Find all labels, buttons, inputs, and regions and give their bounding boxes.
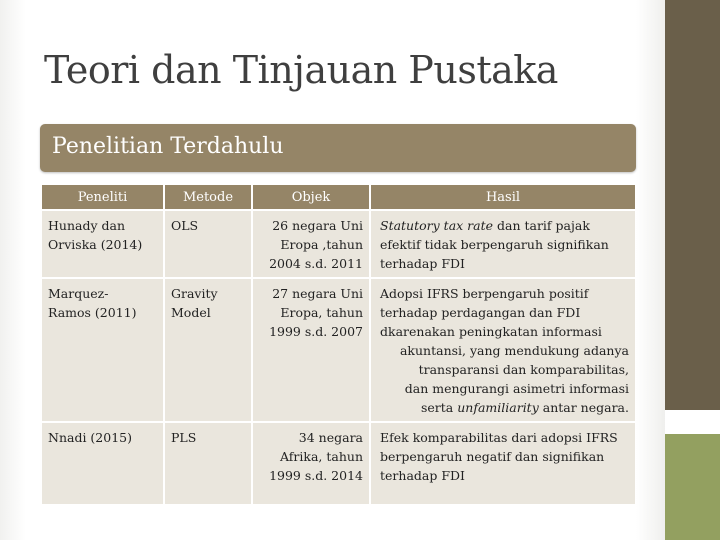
cell-peneliti [42, 278, 164, 422]
cell-metode [164, 210, 252, 278]
cell-text: efektif tidak berpengaruh signifikan [380, 237, 609, 252]
cell-text: antar negara. [538, 400, 629, 415]
cell-text: dan mengurangi asimetri informasi [404, 381, 629, 396]
cell-text: 26 negara Uni [272, 218, 363, 233]
section-banner-label: Penelitian Terdahulu [52, 134, 284, 159]
cell-text: Ramos (2011) [48, 305, 137, 320]
cell-text: OLS [171, 218, 199, 233]
cell-text: PLS [171, 430, 197, 445]
hasil-line [380, 398, 629, 417]
header-peneliti: Peneliti [42, 185, 164, 210]
cell-text: Orviska (2014) [48, 237, 143, 252]
cell-text: dan tarif pajak [493, 218, 590, 233]
cell-text: 1999 s.d. 2014 [269, 468, 363, 483]
hasil-line [380, 235, 629, 254]
cell-text: berpengaruh negatif dan signifikan [380, 449, 605, 464]
cell-objek [252, 422, 370, 504]
hasil-line [380, 341, 629, 360]
cell-text: transparansi dan komparabilitas, [418, 362, 629, 377]
cell-text: 2004 s.d. 2011 [269, 256, 363, 271]
header-hasil: Hasil [370, 185, 635, 210]
header-metode: Metode [164, 185, 252, 210]
cell-text: Afrika, tahun [279, 449, 363, 464]
side-rail-green [665, 434, 720, 540]
slide-title: Teori dan Tinjauan Pustaka [44, 48, 558, 92]
cell-objek [252, 210, 370, 278]
cell-text: Eropa ,tahun [280, 237, 363, 252]
cell-text: Nnadi (2015) [48, 430, 132, 445]
cell-text: serta [420, 400, 458, 415]
hasil-line [380, 428, 629, 447]
cell-text: akuntansi, yang mendukung adanya [399, 343, 629, 358]
hasil-line [380, 466, 629, 485]
cell-text: Marquez- [48, 286, 109, 301]
cell-text: terhadap perdagangan dan FDI [380, 305, 581, 320]
cell-text: terhadap FDI [380, 256, 465, 271]
cell-text: 27 negara Uni [272, 286, 363, 301]
cell-text: Adopsi IFRS berpengaruh positif [380, 286, 589, 301]
hasil-line [380, 322, 629, 341]
prior-research-table [42, 185, 635, 504]
side-rail-dark [665, 0, 720, 410]
table-header-row [42, 185, 635, 210]
hasil-line [380, 379, 629, 398]
hasil-line [380, 284, 629, 303]
cell-metode [164, 422, 252, 504]
cell-text: 34 negara [298, 430, 363, 445]
cell-text: Eropa, tahun [280, 305, 363, 320]
hasil-line [380, 360, 629, 379]
section-banner [40, 124, 636, 172]
cell-text: Efek komparabilitas dari adopsi IFRS [380, 430, 618, 445]
cell-hasil [370, 422, 635, 504]
side-rail-gap [665, 410, 720, 434]
cell-peneliti [42, 210, 164, 278]
cell-hasil [370, 278, 635, 422]
cell-peneliti [42, 422, 164, 504]
cell-text-italic: unfamiliarity [457, 400, 539, 415]
cell-text: Hunady dan [48, 218, 125, 233]
hasil-line [380, 216, 629, 235]
cell-text: terhadap FDI [380, 468, 465, 483]
cell-objek [252, 278, 370, 422]
cell-metode [164, 278, 252, 422]
cell-text-italic: Statutory tax rate [380, 218, 494, 233]
hasil-line [380, 254, 629, 273]
cell-text: dkarenakan peningkatan informasi [380, 324, 602, 339]
cell-hasil [370, 210, 635, 278]
header-objek: Objek [252, 185, 370, 210]
table-row [42, 278, 635, 422]
cell-text: Model [171, 305, 211, 320]
hasil-line [380, 303, 629, 322]
cell-text: 1999 s.d. 2007 [269, 324, 363, 339]
hasil-line [380, 447, 629, 466]
table-row [42, 210, 635, 278]
cell-text: Gravity [171, 286, 218, 301]
table-row [42, 422, 635, 504]
